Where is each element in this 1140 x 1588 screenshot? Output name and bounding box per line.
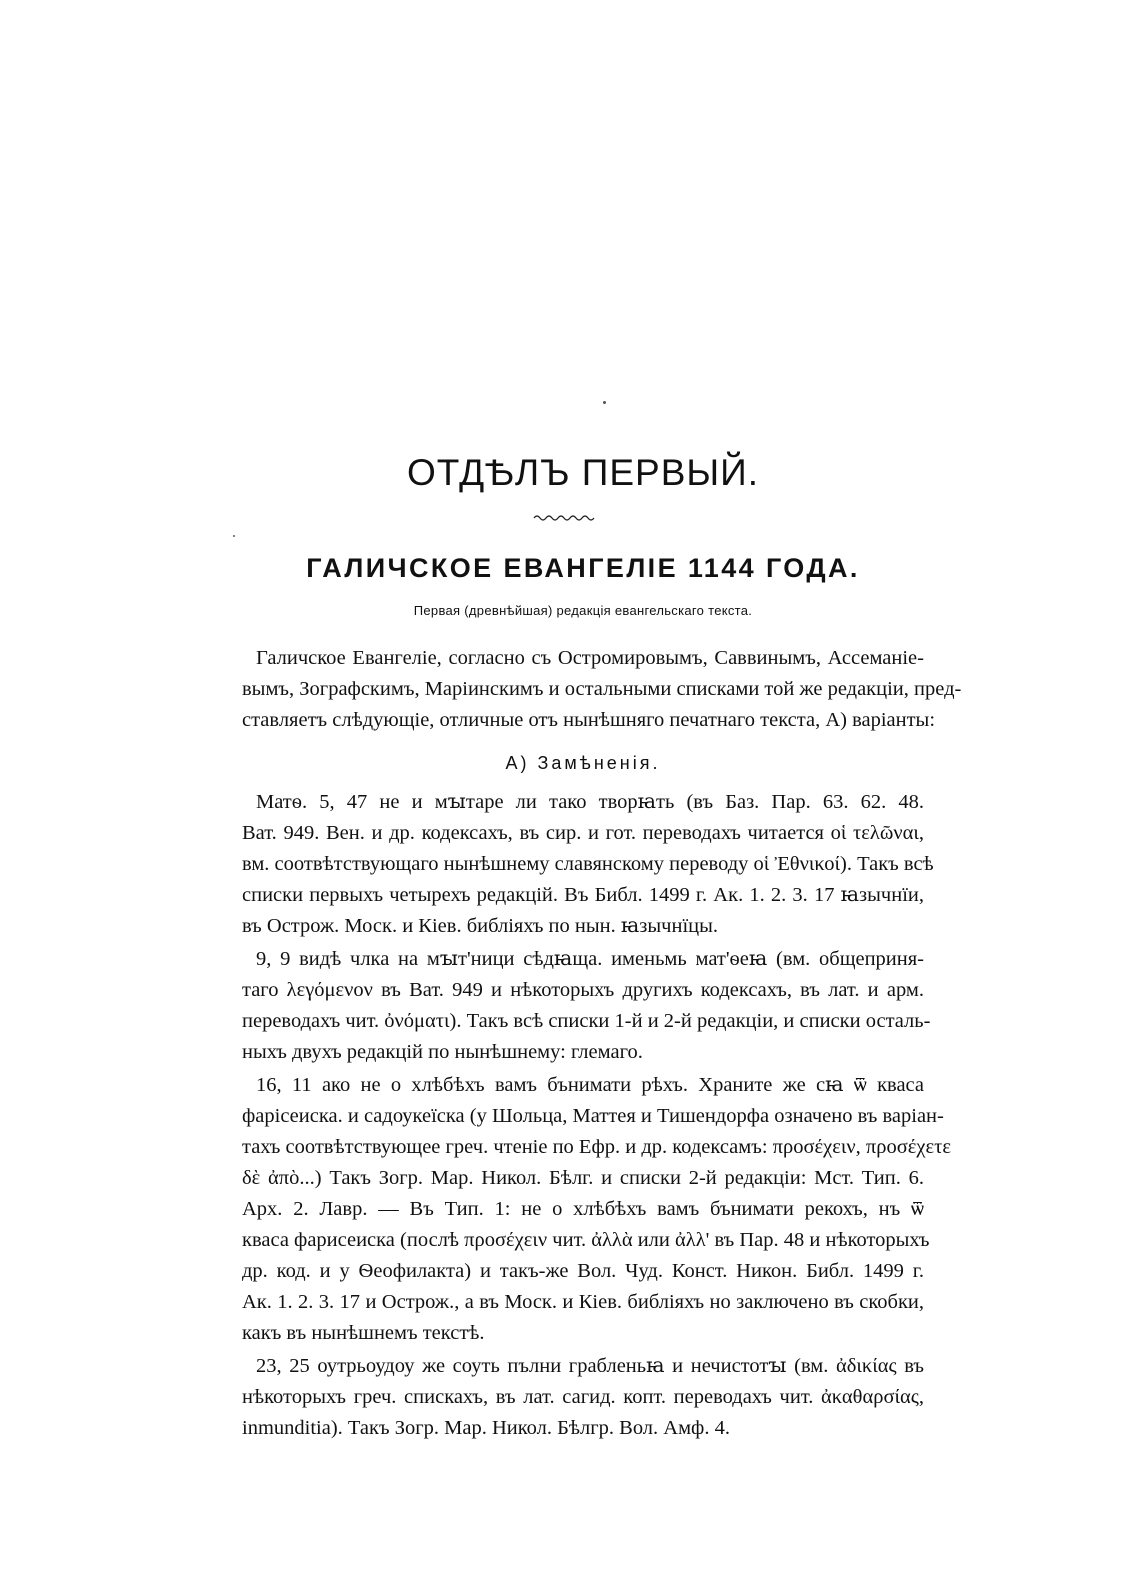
- print-speck: [603, 401, 606, 404]
- entry-4: [242, 1351, 924, 1444]
- text-line: Матѳ. 5, 47 не и мꙑтаре ли тако творꙗть (въ Баз. Пар. 63. 62. 48.: [256, 791, 924, 813]
- ornament-divider: [533, 512, 595, 524]
- text-line: вымъ, Зографскимъ, Маріинскимъ и остальными списками той же редакціи, пред-: [242, 678, 962, 700]
- text-line: какъ въ нынѣшнемъ текстѣ.: [242, 1322, 485, 1344]
- text-line: ставляетъ слѣдующіе, отличные отъ нынѣшняго печатнаго текста, А) варіанты:: [242, 709, 936, 731]
- text-line: 16, 11 ако не о хлѣбѣхъ вамъ бънимати рѣхъ. Храните же сꙗ ѿ кваса: [256, 1074, 924, 1096]
- text-line: 9, 9 видѣ члка на мꙑт'ници сѣдꙗща. именьмь мат'ѳеꙗ (вм. общеприня-: [256, 948, 924, 970]
- text-line: Арх. 2. Лавр. — Въ Тип. 1: не о хлѣбѣхъ вамъ бънимати рекохъ, нъ ѿ: [242, 1198, 924, 1220]
- main-heading: ГАЛИЧСКОЕ ЕВАНГЕЛІЕ 1144 ГОДА.: [306, 553, 860, 583]
- text-line: 23, 25 оутрьоудоу же соуть пълни грабленьꙗ и нечистотꙑ (вм. ἀδικίας въ: [256, 1355, 924, 1377]
- section-title: ОТДѢЛЪ ПЕРВЫЙ.: [406, 452, 760, 493]
- entry-2: [242, 944, 931, 1068]
- text-line: Ак. 1. 2. 3. 17 и Острож., а въ Моск. и Кіев. библіяхъ но заключено въ скобки,: [242, 1291, 924, 1313]
- print-speck: [233, 535, 235, 537]
- text-line: inmunditia). Такъ Зогр. Мар. Никол. Бѣлгр. Вол. Амф. 4.: [242, 1417, 730, 1439]
- text-line: вм. соотвѣтствующаго нынѣшнему славянскому переводу οἱ Ἐθνικοί). Такъ всѣ: [242, 853, 934, 875]
- text-line: нѣкоторыхъ греч. спискахъ, въ лат. сагид. копт. переводахъ чит. ἀκαθαρσίας,: [242, 1386, 924, 1408]
- entry-3: [242, 1070, 951, 1349]
- text-line: въ Острож. Моск. и Кіев. библіяхъ по нын. ꙗзычнїцы.: [242, 915, 719, 937]
- text-line: Ват. 949. Вен. и др. кодексахъ, въ сир. и гот. переводахъ читается οἱ τελῶναι,: [242, 822, 924, 844]
- text-line: ныхъ двухъ редакцій по нынѣшнему: глемаго.: [242, 1041, 643, 1063]
- text-line: фарісеиска. и садоукеїска (у Шольца, Маттея и Тишендорфа означено въ варіан-: [242, 1105, 944, 1127]
- text-line: δὲ ἀπὸ...) Такъ Зогр. Мар. Никол. Бѣлг. и списки 2-й редакціи: Мст. Тип. 6.: [242, 1167, 924, 1189]
- intro-paragraph: [242, 643, 962, 736]
- text-line: тахъ соотвѣтствующее греч. чтеніе по Ефр. и др. кодексамъ: προσέχειν, προσέχετε: [242, 1136, 951, 1158]
- text-line: кваса фарисеиска (послѣ προσέχειν чит. ἀλλὰ или ἀλλ' въ Пар. 48 и нѣкоторыхъ: [242, 1229, 930, 1251]
- entry-1: [242, 787, 934, 942]
- text-line: Галичское Евангеліе, согласно съ Остромировымъ, Саввинымъ, Ассеманіе-: [256, 647, 924, 669]
- subsection-heading: А) Замѣненія.: [505, 753, 661, 773]
- text-line: др. код. и у Ѳеофилакта) и такъ-же Вол. Чуд. Конст. Никон. Библ. 1499 г.: [242, 1260, 924, 1282]
- subtitle: Первая (древнѣйшая) редакція евангельскаго текста.: [413, 603, 753, 618]
- body-text: [242, 643, 962, 1444]
- text-line: переводахъ чит. ὀνόματι). Такъ всѣ списки 1-й и 2-й редакціи, и списки осталь-: [242, 1010, 931, 1032]
- text-line: таго λεγόμενον въ Ват. 949 и нѣкоторыхъ другихъ кодексахъ, въ лат. и арм.: [242, 979, 924, 1001]
- text-line: списки первыхъ четырехъ редакцій. Въ Библ. 1499 г. Ак. 1. 2. 3. 17 ꙗзычнїи,: [242, 884, 924, 906]
